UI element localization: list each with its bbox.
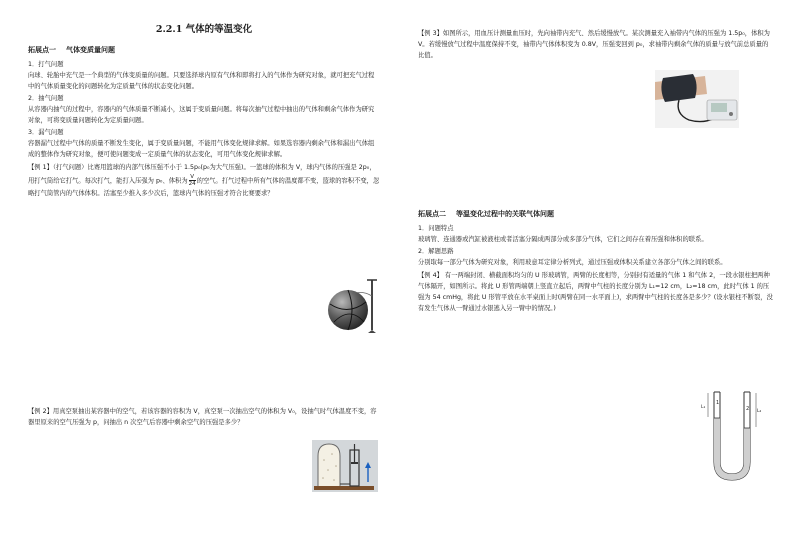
item-extract-text: 从容器内抽气的过程中，容器内的气体质量不断减小，这属于变质量问题。将每次抽气过程中抽出的气体和剩余气体作为研究对象，可将变质量问题转化为定质量问题。 xyxy=(28,106,375,124)
section2-heading xyxy=(418,209,774,220)
example-3: 【例 3】如图所示，用血压计测量血压时，先向袖带内充气、然后缓慢放气。某次测量充入袖带内气体的压强为 1.5p₀，体积为 V。若缓慢放气过程中温度保持不变，袖带内气体体积变为 0.8V，压强变回到 p₀，求袖带内剩余气体的质量与放气前总质量的比值。 xyxy=(418,30,770,59)
example-1-part2: 的空气。打气过程中所有气体的温度都不变，篮球的容积不变，忽略打气筒管内的气体体积。活塞至少推入多少次后，篮球内气体的压强才符合比赛要求？ xyxy=(28,177,380,197)
section2 xyxy=(418,205,774,314)
example-2: 【例 2】用真空泵抽出某容器中的空气，若该容器的容积为 V，真空泵一次抽出空气的体积为 V₀，设抽气时气体温度不变，容器里原来的空气压强为 p，问抽出 n 次空气后容器中剩余空气的压强是多少？ xyxy=(28,408,377,426)
right-column xyxy=(418,28,774,61)
gas-2-label: 2 xyxy=(746,406,750,412)
fraction-denominator: 24 xyxy=(188,181,196,187)
item-extract-label: 2．抽气问题 xyxy=(28,95,64,102)
item-approach-text: 分别取每一部分气体为研究对象，利用玻意耳定律分析列式，通过压强或体积关系建立各部分气体之间的联系。 xyxy=(418,259,727,266)
blood-pressure-monitor-image xyxy=(655,70,739,128)
section2-tag: 拓展点二 xyxy=(418,210,446,218)
item-pump-text: 向球、轮胎中充气是一个典型的气体变质量的问题。只要选择球内原有气体和即将打入的气体作为研究对象，就可把充气过程中的气体质量变化的问题转化为定质量气体的状态变化问题。 xyxy=(28,72,375,90)
fraction-numerator: V xyxy=(190,174,195,180)
section1-heading xyxy=(28,45,380,56)
section2-title: 等温变化过程中的关联气体问题 xyxy=(456,210,554,218)
length-l2-label: L₂ xyxy=(757,409,762,414)
u-tube-diagram xyxy=(700,388,764,488)
page-title: 2.2.1 气体的等温变化 xyxy=(155,24,253,35)
item-pump-label: 1．打气问题 xyxy=(28,61,64,68)
item-approach-label: 2．解题思路 xyxy=(418,248,454,255)
left-column xyxy=(28,22,380,200)
gas-1-label: 1 xyxy=(716,400,720,406)
example-1-part1: 【例 1】（打气问题）比赛用篮球的内部气体压强不小于 1.5p₀(p₀为大气压强)。一篮球的体积为 V，球内气体的压强是 2p₀，用打气筒给它打气。每次打气，能打入压强为 p₀、体积为 xyxy=(28,164,376,185)
basketball-pump-image xyxy=(322,276,382,334)
example-1 xyxy=(28,162,380,200)
fraction-v-over-24 xyxy=(189,174,196,187)
item-features-label: 1．问题特点 xyxy=(418,225,454,232)
example-4: 【例 4】 有一两端封闭、横截面积均匀的 U 形玻璃管，两臂的长度相等，分别封有适量的气体 1 和气体 2，一段水银柱把两种气体隔开，如图所示。将此 U 形管两端朝上竖直立起后，两臂中气柱的长度分别为 L₁=12 cm，L₂=18 cm，此时气体 1 的压强为 54 cmHg，将此 U 形管平放在水平桌面上时(两臂在同一水平面上)，求两臂中气柱的长度各是多少？(设水银柱不断裂，没有发生气体从一臂通过水银逃入另一臂中的情况。) xyxy=(418,272,773,312)
section1-title: 气体变质量问题 xyxy=(66,46,115,54)
item-features-text: 玻璃管、连通器或汽缸被液柱或者活塞分隔成两部分或多部分气体，它们之间存在着压强和体积的联系。 xyxy=(418,236,708,243)
section1-tag: 拓展点一 xyxy=(28,46,56,54)
item-leak-label: 3．漏气问题 xyxy=(28,129,64,136)
length-l1-label: L₁ xyxy=(701,405,706,410)
vacuum-pump-image xyxy=(312,440,378,492)
item-leak-text: 容器漏气过程中气体的质量不断发生变化，属于变质量问题，不能用气体变化规律求解。如果选容器内剩余气体和漏出气体组成的整体作为研究对象，便可使问题变成一定质量气体的状态变化，可用气体变化规律求解。 xyxy=(28,140,375,158)
